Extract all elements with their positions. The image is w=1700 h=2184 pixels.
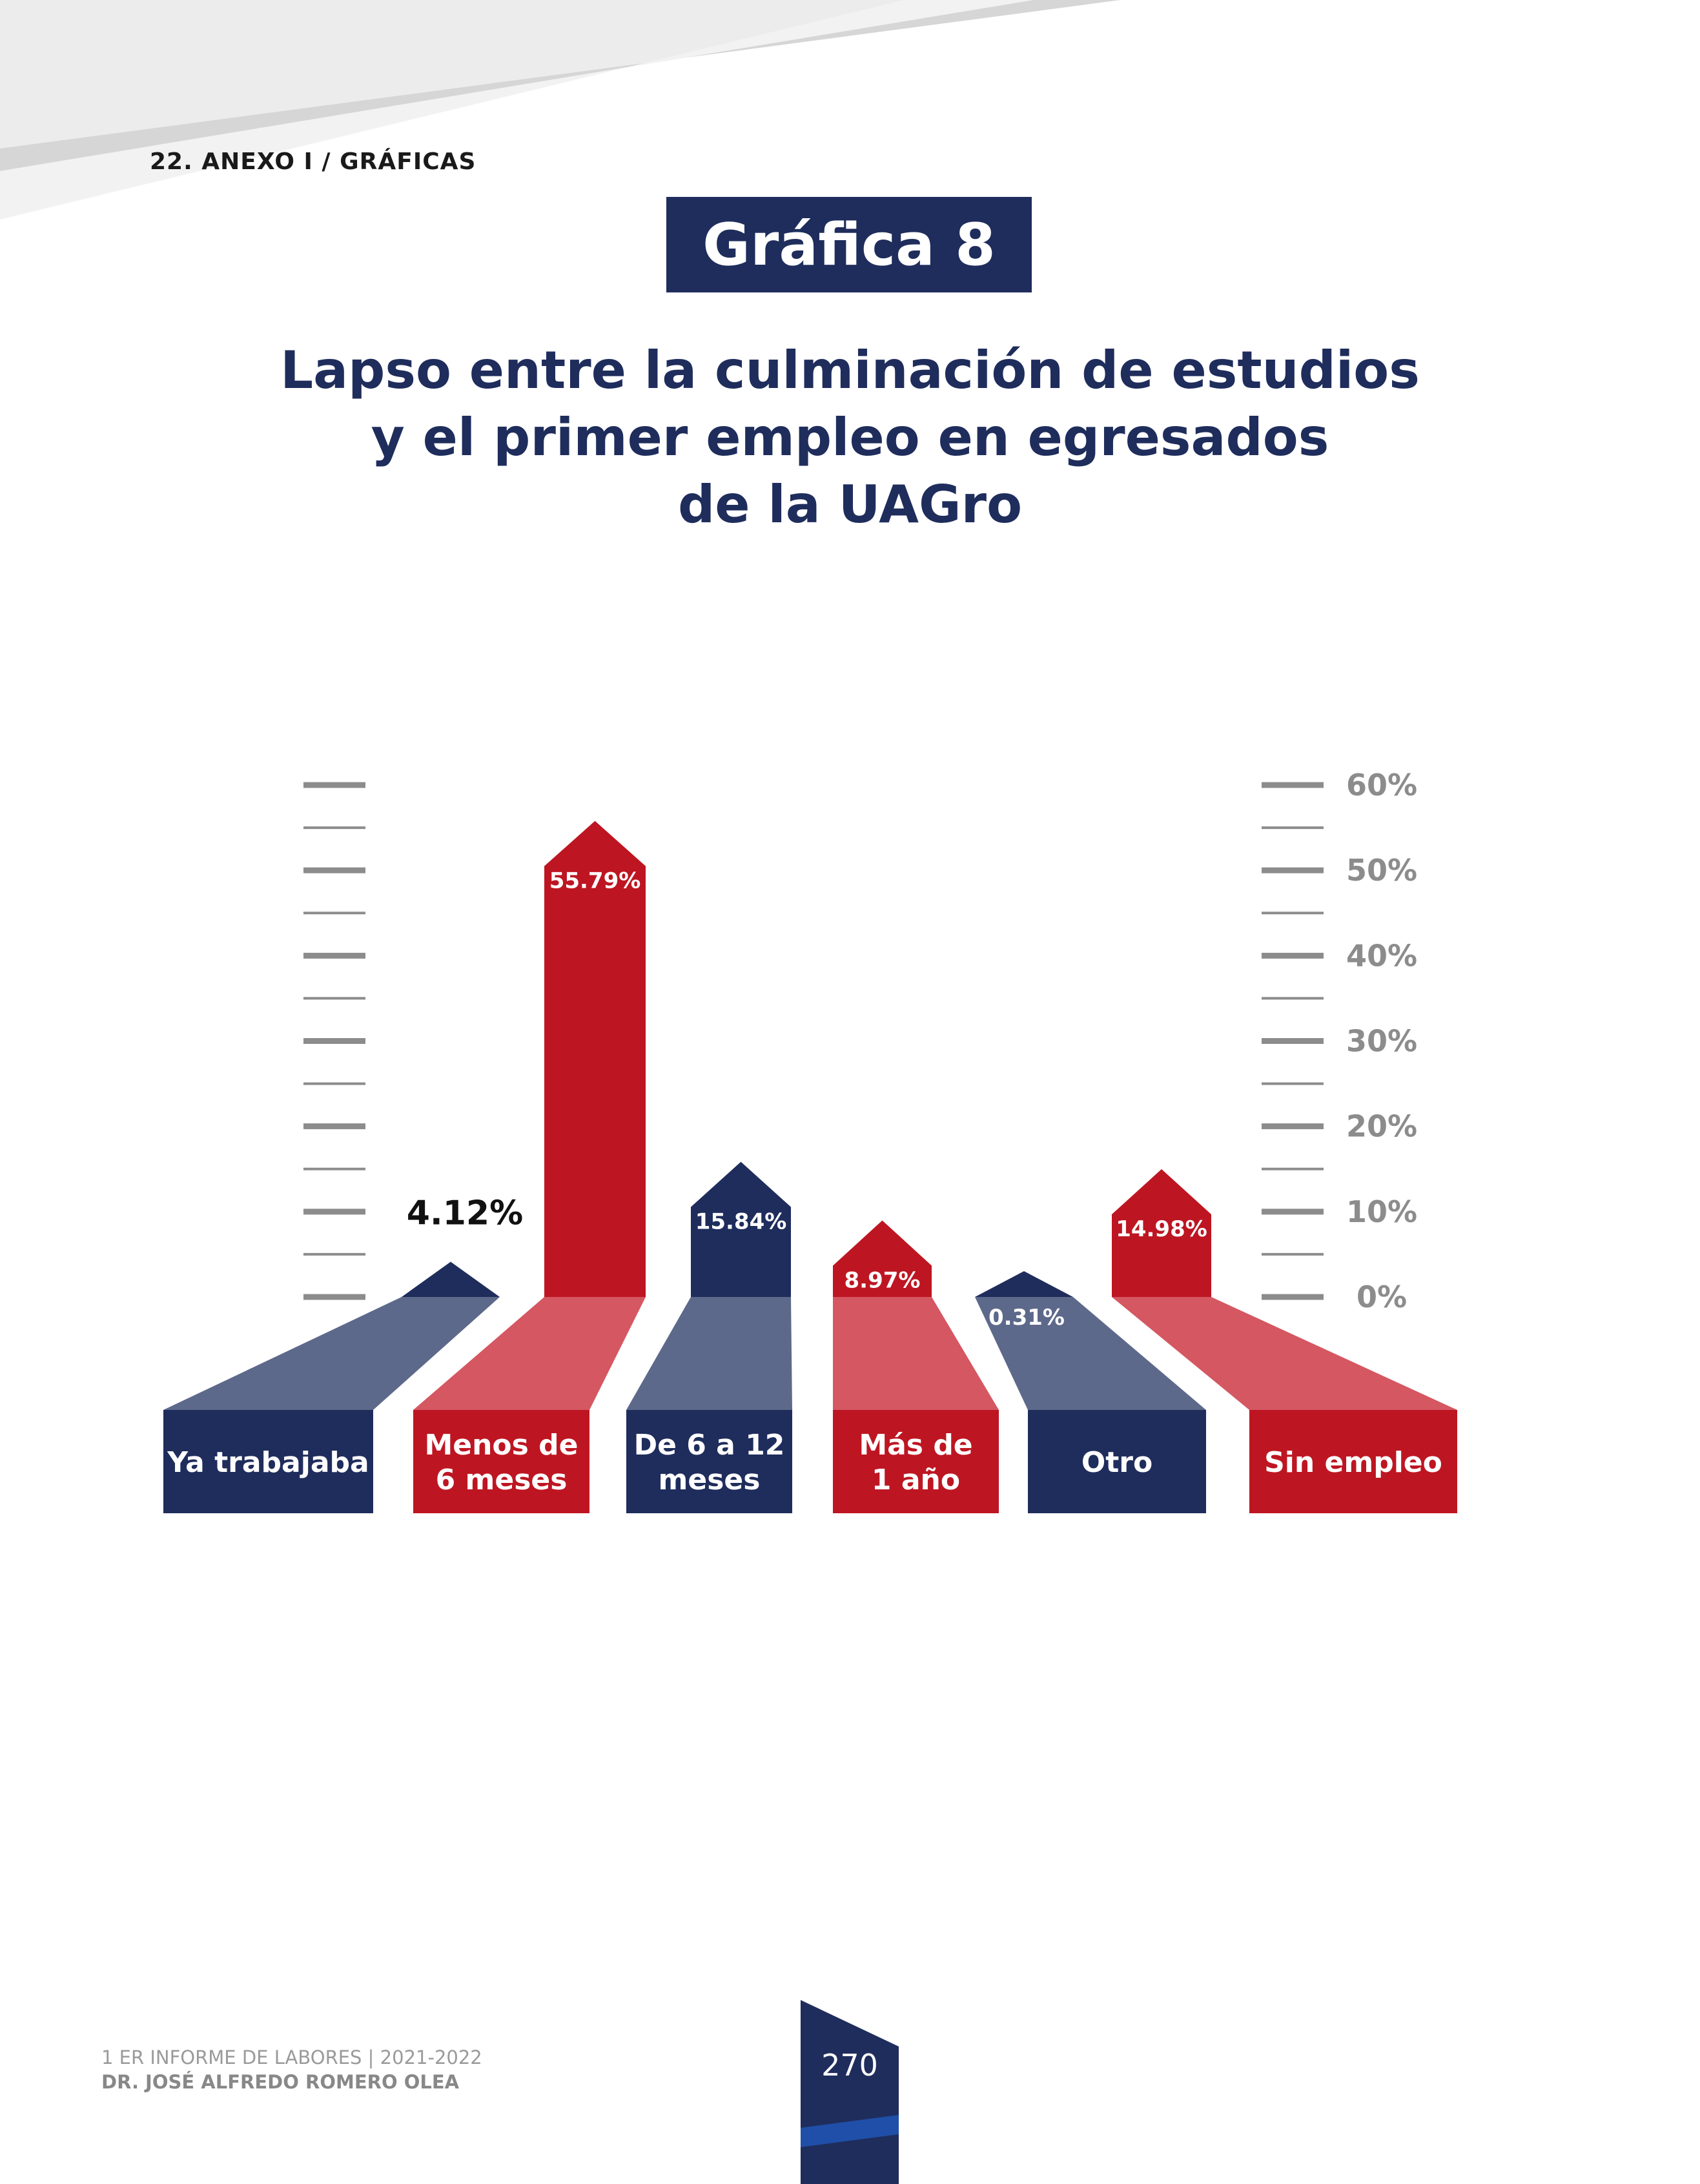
- footer-author: DR. JOSÉ ALFREDO ROMERO OLEA: [101, 2071, 460, 2093]
- category-box: [413, 1410, 589, 1513]
- chart-title-line-1: Lapso entre la culminación de estudios: [280, 340, 1420, 400]
- bar-connector: [626, 1297, 792, 1410]
- y-tick-label: 0%: [1356, 1280, 1408, 1314]
- x-tick-label: Otro: [1081, 1446, 1153, 1479]
- x-tick-label: Más de: [859, 1429, 973, 1462]
- x-tick-label: 6 meses: [435, 1464, 568, 1496]
- figure-label: Gráfica 8: [702, 210, 996, 279]
- chart-title-line-3: de la UAGro: [677, 475, 1023, 535]
- footer-report-title: 1 ER INFORME DE LABORES: [101, 2046, 362, 2068]
- data-label: 8.97%: [844, 1267, 921, 1294]
- x-tick-label: 1 año: [871, 1464, 961, 1496]
- category-box: [626, 1410, 792, 1513]
- y-tick-label: 40%: [1346, 938, 1418, 974]
- data-label: 14.98%: [1116, 1216, 1207, 1243]
- y-tick-label: 30%: [1346, 1023, 1418, 1059]
- data-label: 15.84%: [695, 1209, 787, 1235]
- chart-title-line-2: y el primer empleo en egresados: [371, 407, 1329, 467]
- x-tick-label: meses: [658, 1464, 761, 1496]
- data-label: 55.79%: [549, 868, 641, 894]
- y-tick-label: 50%: [1346, 853, 1418, 888]
- footer-divider: |: [367, 2046, 380, 2068]
- footer-years: 2021-2022: [380, 2046, 482, 2068]
- x-tick-label: Menos de: [424, 1429, 579, 1462]
- bar: [975, 1271, 1073, 1297]
- page-number: 270: [821, 2048, 878, 2083]
- y-tick-label: 20%: [1346, 1108, 1418, 1144]
- footer-report: [101, 2046, 482, 2068]
- data-label: 4.12%: [406, 1194, 524, 1233]
- y-tick-label: 10%: [1346, 1194, 1418, 1229]
- section-label: 22. ANEXO I / GRÁFICAS: [150, 148, 476, 175]
- category-box: [833, 1410, 999, 1513]
- x-tick-label: De 6 a 12: [633, 1429, 785, 1462]
- data-label: 0.31%: [988, 1305, 1065, 1331]
- page-number-tag: [801, 2000, 899, 2184]
- bar: [402, 1262, 500, 1297]
- x-tick-label: Sin empleo: [1264, 1446, 1442, 1479]
- bar-connector: [833, 1297, 999, 1410]
- x-tick-label: Ya trabajaba: [167, 1446, 369, 1479]
- y-tick-label: 60%: [1346, 768, 1418, 802]
